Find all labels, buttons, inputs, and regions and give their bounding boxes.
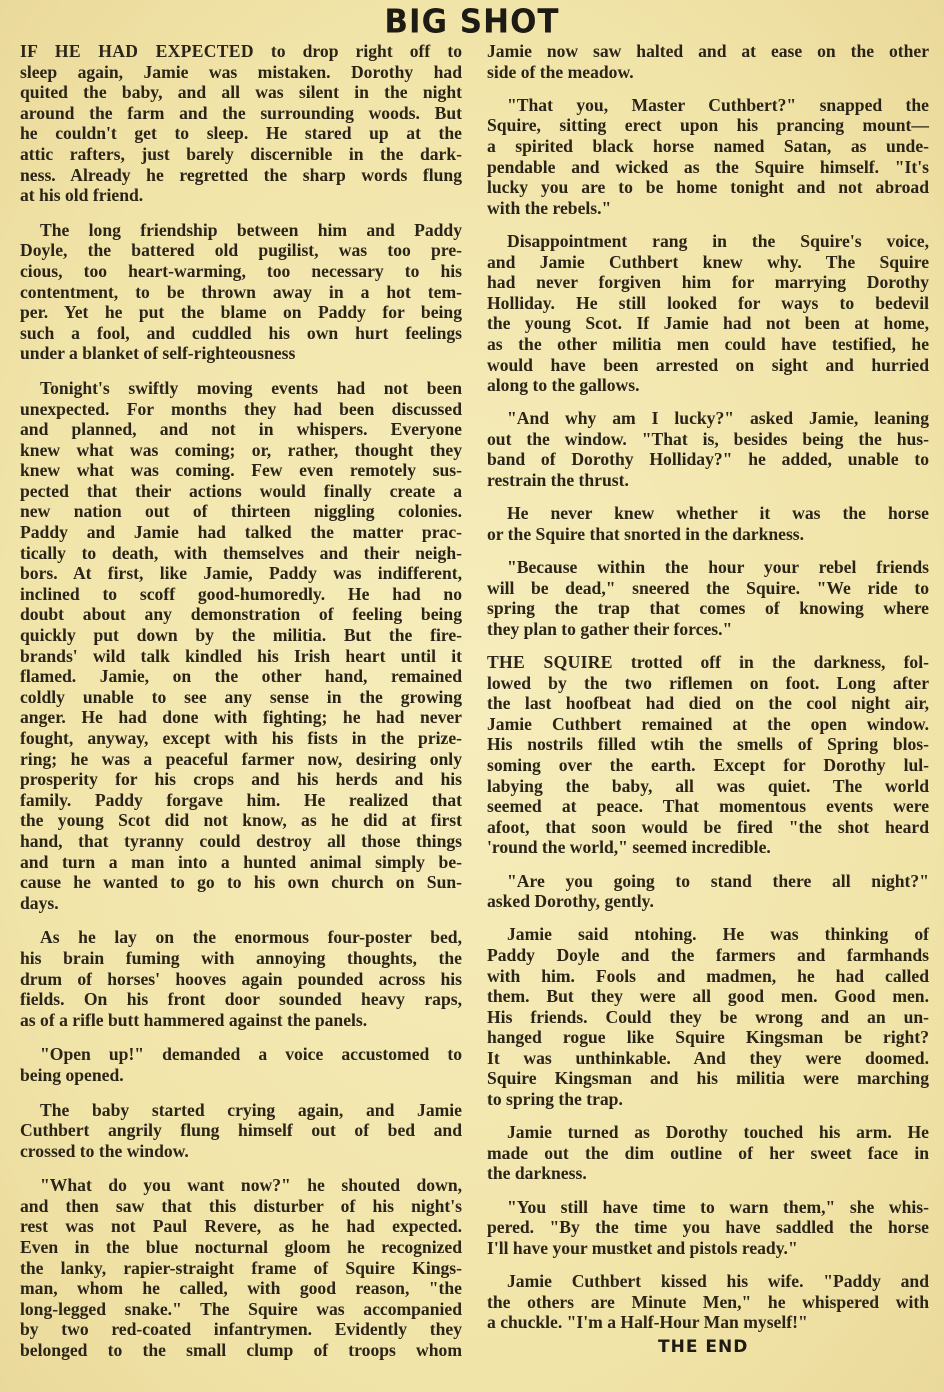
line-text: 'round the world," seemed incredible. [487, 837, 771, 858]
paragraph [20, 220, 462, 364]
text-line [487, 619, 929, 640]
line-text: His friends. Could they be wrong and an un- [487, 1006, 929, 1027]
line-text: "And why am I lucky?" asked Jamie, leaning [507, 408, 929, 429]
text-line [487, 796, 929, 817]
line-text: and planned, and not in whispers. Everyone [20, 419, 462, 440]
line-text: will be dead," sneered the Squire. "We ride to [487, 577, 929, 598]
text-line [487, 1122, 929, 1143]
text-line [20, 378, 462, 399]
line-text: lowed by the two riflemen on foot. Long after [487, 672, 929, 693]
line-text: hanged rogue like Squire Kingsman be right? [487, 1027, 929, 1048]
text-line [487, 1068, 929, 1089]
paragraph [487, 1122, 929, 1184]
text-line [487, 1238, 929, 1259]
text-line [487, 1312, 929, 1333]
text-line [487, 272, 929, 293]
text-line [20, 399, 462, 420]
line-text: the darkness. [487, 1163, 587, 1184]
line-text: "Are you going to stand there all night?" [507, 870, 929, 891]
line-text: sleep again, Jamie was mistaken. Dorothy had [20, 61, 462, 82]
line-text: to spring the trap. [487, 1089, 623, 1110]
line-text: drum of horses' hooves again pounded across his [20, 968, 462, 989]
text-line [487, 470, 929, 491]
text-line [20, 460, 462, 481]
text-line [487, 157, 929, 178]
line-text: trotted off in the darkness, fol- [612, 652, 929, 672]
line-text: His nostrils filled wtih the smells of Spring blos- [487, 734, 929, 755]
line-text: inclined to scoff good-humoredly. He had no [20, 583, 462, 604]
text-line [487, 966, 929, 987]
text-line [487, 524, 929, 545]
text-line [20, 165, 462, 186]
line-text: the lanky, rapier-straight frame of Squire Kings- [20, 1257, 462, 1278]
text-line [487, 871, 929, 892]
line-text: soming over the earth. Except for Dorothy lul- [487, 754, 929, 775]
text-line [20, 103, 462, 124]
line-text: "Because within the hour your rebel friends [507, 557, 929, 578]
line-text: them. But they were all good men. Good men. [487, 986, 929, 1007]
text-line [20, 144, 462, 165]
text-line [20, 584, 462, 605]
line-text: Disappointment rang in the Squire's voice, [507, 230, 929, 251]
line-text: Jamie turned as Dorothy touched his arm. He [507, 1122, 929, 1143]
text-line [487, 408, 929, 429]
text-line [20, 282, 462, 303]
text-line [487, 429, 929, 450]
line-text: knew what was coming. Few even remotely sus- [20, 460, 462, 481]
line-text: band of Dorothy Holliday?" he added, unable to [487, 449, 929, 470]
line-text: side of the meadow. [487, 61, 634, 82]
text-line [20, 41, 462, 62]
line-text: seemed at peace. That momentous events were [487, 796, 929, 817]
text-line [20, 604, 462, 625]
text-line [20, 707, 462, 728]
text-line [20, 1196, 462, 1217]
text-line [20, 852, 462, 873]
line-text: being opened. [20, 1064, 124, 1085]
text-line [20, 790, 462, 811]
line-text: lucky you are to be home tonight and not abroad [487, 177, 929, 198]
paragraph [20, 378, 462, 913]
text-line [487, 557, 929, 578]
line-text: and then saw that this disturber of his night's [20, 1195, 462, 1216]
paragraph [20, 41, 462, 206]
line-text: such a fool, and cuddled his own hurt feelings [20, 322, 462, 343]
text-line [20, 123, 462, 144]
text-line [487, 1271, 929, 1292]
line-text: out the window. "That is, besides being the hus- [487, 428, 929, 449]
line-text: as of a rifle butt hammered against the panels. [20, 1009, 368, 1030]
page-title: BIG SHOT [384, 3, 560, 41]
paragraph [20, 927, 462, 1030]
the-end-label: THE END [658, 1337, 749, 1357]
line-text: Paddy and Jamie had talked the matter prac- [20, 522, 462, 543]
text-line [20, 1065, 462, 1086]
paragraph [20, 1100, 462, 1162]
line-text: or the Squire that snorted in the darkness. [487, 523, 805, 544]
line-text: doubt about any demonstration of feeling being [20, 604, 462, 625]
text-line [20, 666, 462, 687]
line-text: had never forgiven him for marrying Dorothy [487, 272, 929, 293]
text-column-left [20, 41, 462, 1375]
line-text: with him. Fools and madmen, he had called [487, 965, 929, 986]
line-text: "That you, Master Cuthbert?" snapped the [507, 94, 929, 115]
text-line [487, 41, 929, 62]
text-line [20, 82, 462, 103]
text-line [487, 598, 929, 619]
text-line [487, 1197, 929, 1218]
paragraph [487, 871, 929, 912]
line-text: and turn a man into a hunted animal simply be- [20, 851, 462, 872]
text-line [20, 1100, 462, 1121]
text-line [487, 837, 929, 858]
text-line [487, 503, 929, 524]
line-text: The long friendship between him and Paddy [40, 219, 462, 240]
line-text: The baby started crying again, and Jamie [40, 1099, 462, 1120]
line-text: under a blanket of self-righteousness [20, 343, 296, 364]
line-text: around the farm and the surrounding woods. But [20, 102, 462, 123]
line-text: Paddy Doyle and the farmers and farmhands [487, 944, 929, 965]
line-text: tically to death, with themselves and their neigh- [20, 542, 462, 563]
line-text: Squire Kingsman and his militia were marching [487, 1068, 929, 1089]
line-text: Jamie now saw halted and at ease on the other [487, 41, 929, 61]
text-line [20, 481, 462, 502]
text-line [20, 522, 462, 543]
line-text: hand, that tyranny could destroy all those things [20, 830, 462, 851]
text-line [20, 769, 462, 790]
line-text: quickly put down by the militia. But the fire- [20, 625, 462, 646]
paragraph [487, 95, 929, 219]
text-line [20, 1319, 462, 1340]
line-text: rest was not Paul Revere, as he had expected. [20, 1216, 462, 1237]
text-line [487, 986, 929, 1007]
text-line [487, 1143, 929, 1164]
text-line [20, 1340, 462, 1361]
text-line [487, 817, 929, 838]
line-text: at his old friend. [20, 185, 144, 206]
line-text: along to the gallows. [487, 375, 640, 396]
line-text: spring the trap that comes of knowing where [487, 598, 929, 619]
text-line [487, 1217, 929, 1238]
lead-in-caps: THE SQUIRE [487, 652, 613, 672]
text-line [487, 136, 929, 157]
text-line [20, 1278, 462, 1299]
text-line [487, 1027, 929, 1048]
text-line [487, 231, 929, 252]
line-text: pered. "By the time you have saddled the horse [487, 1217, 929, 1238]
text-line [487, 198, 929, 219]
text-line [487, 252, 929, 273]
line-text: asked Dorothy, gently. [487, 891, 654, 912]
line-text: days. [20, 892, 59, 913]
line-text: with the rebels." [487, 197, 612, 218]
text-line [487, 714, 929, 735]
text-line [20, 323, 462, 344]
line-text: his brain fuming with annoying thoughts, the [20, 947, 462, 968]
text-line [20, 185, 462, 206]
line-text: pendable and wicked as the Squire himself. "It's [487, 156, 929, 177]
paragraph [20, 1044, 462, 1085]
line-text: Tonight's swiftly moving events had not been [40, 377, 462, 398]
line-text: ring; he was a peaceful farmer now, desiring only [20, 748, 462, 769]
text-line [20, 1044, 462, 1065]
text-line [487, 375, 929, 396]
text-line [20, 563, 462, 584]
line-text: quited the baby, and all was silent in the night [20, 82, 462, 103]
line-text: Squire, sitting erect upon his prancing mount— [487, 115, 929, 136]
paragraph [487, 652, 929, 858]
text-line [487, 293, 929, 314]
text-line [20, 625, 462, 646]
text-line [20, 1237, 462, 1258]
line-text: "What do you want now?" he shouted down, [40, 1175, 462, 1196]
line-text: labying the baby, all was quiet. The world [487, 775, 929, 796]
text-line [487, 673, 929, 694]
line-text: unexpected. For months they had been discussed [20, 398, 462, 419]
text-line [487, 652, 929, 673]
text-line [20, 501, 462, 522]
line-text: cious, too heart-warming, too necessary to his [20, 260, 462, 281]
text-line [20, 728, 462, 749]
line-text: the others are Minute Men," he whispered with [487, 1291, 929, 1312]
line-text: belonged to the small clump of troops whom [20, 1340, 462, 1361]
text-line [20, 831, 462, 852]
text-line [20, 810, 462, 831]
line-text: Doyle, the battered old pugilist, was too pre- [20, 240, 462, 261]
text-line [487, 693, 929, 714]
text-line [20, 893, 462, 914]
text-line [487, 776, 929, 797]
text-line [20, 1258, 462, 1279]
paragraph [487, 408, 929, 490]
line-text: long-legged snake." The Squire was accompanied [20, 1298, 462, 1319]
text-line [487, 313, 929, 334]
paragraph [487, 924, 929, 1109]
text-line [487, 1007, 929, 1028]
text-line [20, 240, 462, 261]
line-text: As he lay on the enormous four-poster bed, [40, 927, 462, 948]
text-line [487, 1292, 929, 1313]
line-text: anger. He had done with fighting; he had never [20, 707, 462, 728]
text-line [20, 1216, 462, 1237]
line-text: cause he wanted to go to his own church on Sun- [20, 872, 462, 893]
paragraph [487, 503, 929, 544]
text-line [20, 989, 462, 1010]
text-line [20, 1120, 462, 1141]
line-text: the young Scot. If Jamie had not been at home, [487, 313, 929, 334]
text-line [20, 1175, 462, 1196]
line-text: ness. Already he regretted the sharp words flung [20, 164, 462, 185]
paragraph [487, 1197, 929, 1259]
line-text: "You still have time to warn them," she whis- [507, 1196, 929, 1217]
line-text: It was unthinkable. And they were doomed. [487, 1047, 929, 1068]
line-text: bors. At first, like Jamie, Paddy was indifferent, [20, 563, 462, 584]
text-line [487, 1089, 929, 1110]
text-line [20, 1141, 462, 1162]
text-line [487, 891, 929, 912]
line-text: would have been arrested on sight and hurried [487, 354, 929, 375]
text-line [487, 334, 929, 355]
line-text: family. Paddy forgave him. He realized that [20, 789, 462, 810]
text-line [487, 449, 929, 470]
line-text: by two red-coated infantrymen. Evidently they [20, 1319, 462, 1340]
line-text: "Open up!" demanded a voice accustomed to [40, 1044, 462, 1065]
line-text: a chuckle. "I'm a Half-Hour Man myself!" [487, 1312, 808, 1333]
text-line [20, 302, 462, 323]
text-column-right [487, 41, 929, 1345]
paragraph [487, 41, 929, 82]
line-text: afoot, that soon would be fired "the shot heard [487, 816, 929, 837]
paragraph [487, 557, 929, 639]
line-text: the last hoofbeat had died on the cool night air, [487, 693, 929, 714]
text-line [20, 261, 462, 282]
text-line [487, 1163, 929, 1184]
line-text: to drop right off to [253, 41, 462, 61]
line-text: knew what was coming; or, rather, thought they [20, 439, 462, 460]
text-line [20, 927, 462, 948]
line-text: new nation out of thirteen niggling colonies. [20, 501, 462, 522]
line-text: per. Yet he put the blame on Paddy for being [20, 302, 462, 323]
text-line [20, 1010, 462, 1031]
line-text: fields. On his front door sounded heavy raps, [20, 989, 462, 1010]
line-text: prosperity for his crops and his herds and his [20, 769, 462, 790]
line-text: he couldn't get to sleep. He stared up at the [20, 123, 462, 144]
line-text: man, whom he called, with good reason, "the [20, 1278, 462, 1299]
line-text: I'll have your mustket and pistols ready." [487, 1237, 798, 1258]
text-line [20, 62, 462, 83]
line-text: crossed to the window. [20, 1140, 189, 1161]
text-line [20, 220, 462, 241]
line-text: Jamie Cuthbert kissed his wife. "Paddy and [507, 1271, 929, 1291]
line-text: contentment, to be thrown away in a hot tem- [20, 281, 462, 302]
line-text: Holliday. He still looked for ways to bedevil [487, 292, 929, 313]
line-text: Cuthbert angrily flung himself out of bed and [20, 1120, 462, 1141]
text-line [20, 872, 462, 893]
paragraph [487, 231, 929, 396]
text-line [20, 687, 462, 708]
text-line [487, 62, 929, 83]
lead-in-caps: IF HE HAD EXPECTED [20, 41, 254, 61]
line-text: Even in the blue nocturnal gloom he recognized [20, 1237, 462, 1258]
line-text: brands' wild talk kindled his Irish heart until it [20, 645, 462, 666]
text-line [20, 749, 462, 770]
line-text: attic rafters, just barely discernible in the dark- [20, 143, 462, 164]
text-line [20, 948, 462, 969]
line-text: restrain the thrust. [487, 470, 629, 491]
line-text: the young Scot did not know, as he did at first [20, 810, 462, 831]
text-line [487, 95, 929, 116]
paragraph [20, 1175, 462, 1360]
text-line [20, 419, 462, 440]
text-line [487, 734, 929, 755]
line-text: Jamie Cuthbert remained at the open window. [487, 713, 929, 734]
text-line [487, 945, 929, 966]
line-text: and Jamie Cuthbert knew why. The Squire [487, 251, 929, 272]
text-line [20, 343, 462, 364]
text-line [487, 924, 929, 945]
text-line [487, 177, 929, 198]
text-line [487, 1048, 929, 1069]
line-text: He never knew whether it was the horse [507, 503, 929, 524]
text-line [20, 440, 462, 461]
line-text: they plan to gather their forces." [487, 618, 733, 639]
text-line [487, 755, 929, 776]
line-text: a spirited black horse named Satan, as unde- [487, 135, 929, 156]
line-text: fought, anyway, except with his fists in the prize- [20, 728, 462, 748]
line-text: coldly unable to see any sense in the growing [20, 686, 462, 707]
line-text: Jamie said ntohing. He was thinking of [507, 924, 929, 945]
line-text: made out the dim outline of her sweet face in [487, 1142, 929, 1163]
line-text: flamed. Jamie, on the other hand, remained [20, 666, 462, 687]
line-text: as the other militia men could have testified, he [487, 333, 929, 354]
line-text: pected that their actions would finally create a [20, 480, 462, 501]
text-line [487, 578, 929, 599]
text-line [20, 543, 462, 564]
paragraph [487, 1271, 929, 1333]
text-line [487, 355, 929, 376]
text-line [20, 1299, 462, 1320]
text-line [487, 115, 929, 136]
text-line [20, 646, 462, 667]
text-line [20, 969, 462, 990]
